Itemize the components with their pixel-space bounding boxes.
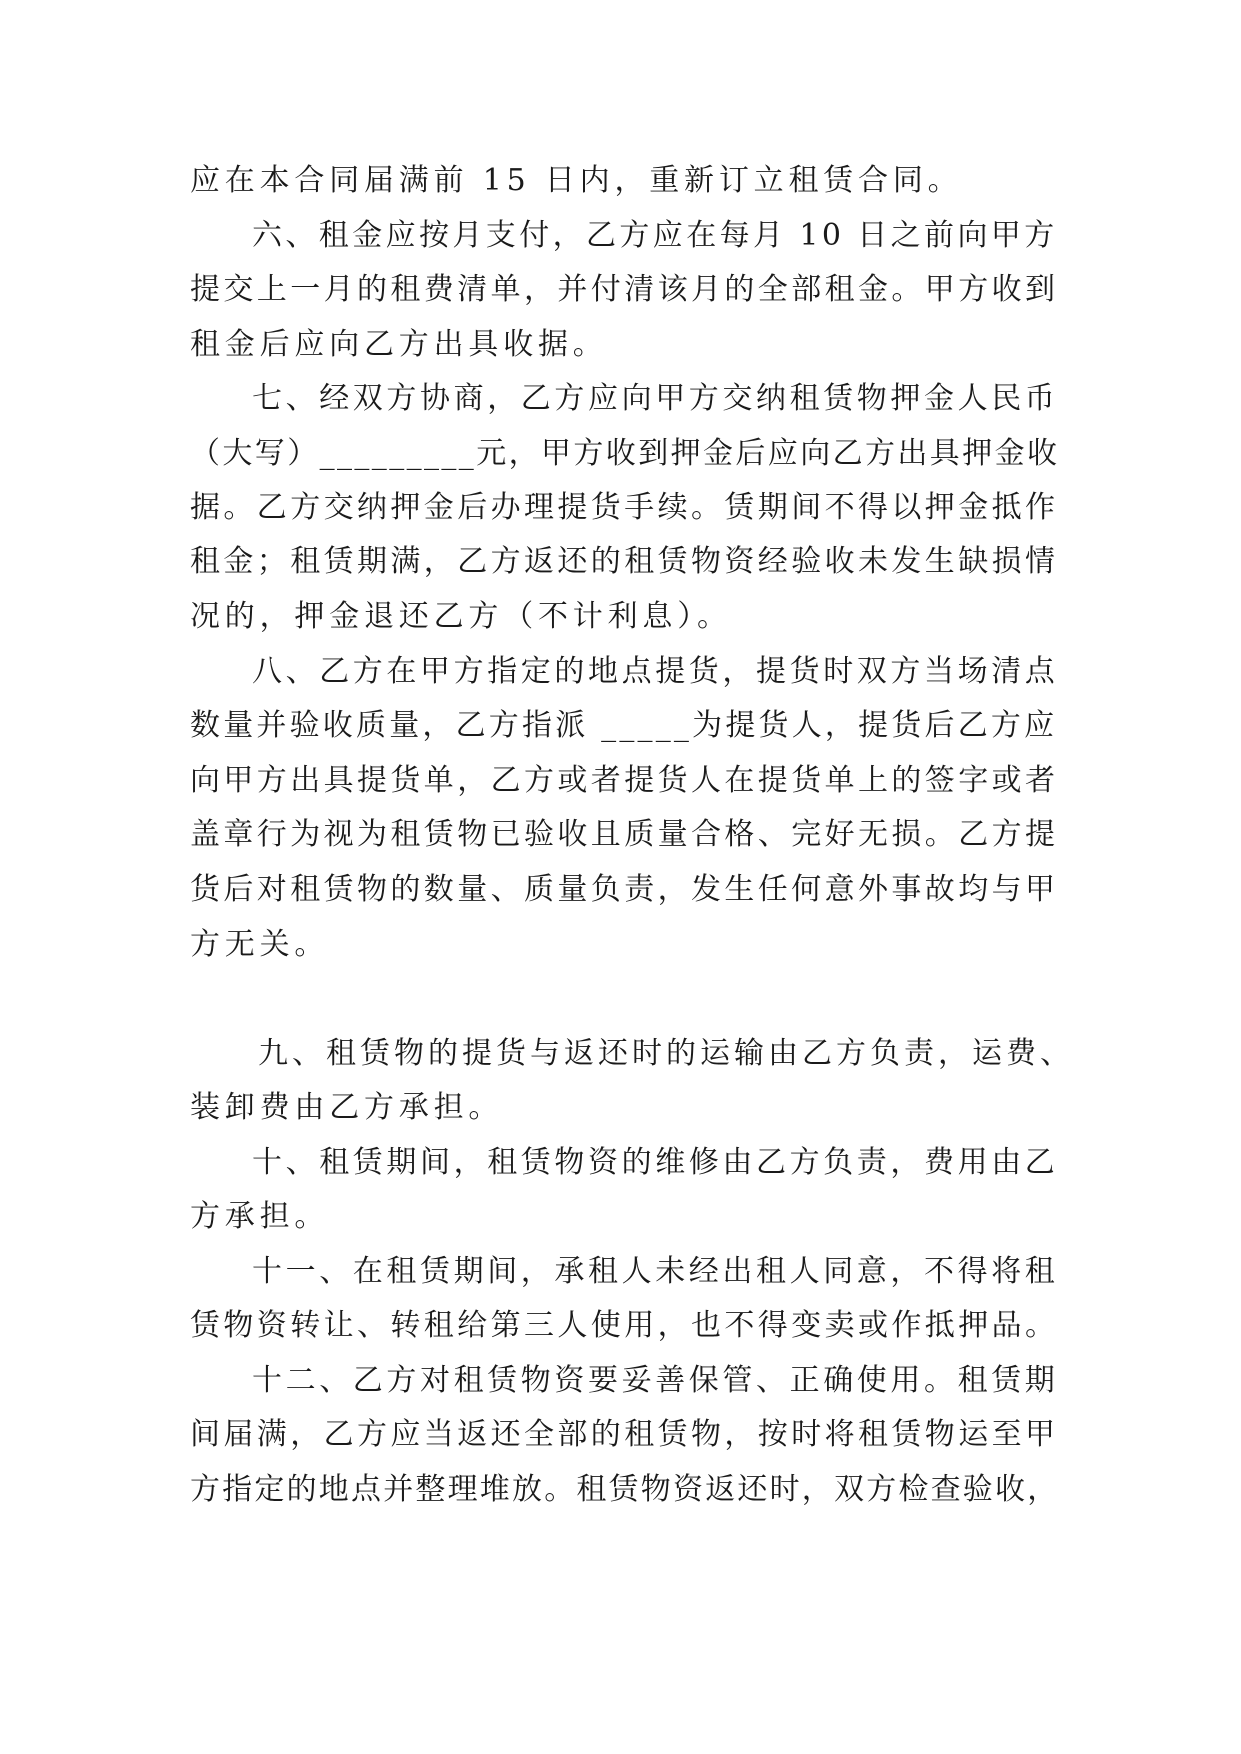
text-line: 应在本合同届满前 15 日内，重新订立租赁合同。 bbox=[190, 163, 963, 198]
text-line: 方无关。 bbox=[190, 927, 330, 962]
text-line: 装卸费由乙方承担。 bbox=[190, 1090, 504, 1125]
text-line: 六、租金应按月支付，乙方应在每月 10 日之前向甲方 bbox=[252, 218, 1058, 253]
text-line: 数量并验收质量，乙方指派 _____为提货人，提货后乙方应 bbox=[190, 708, 1058, 743]
text-line: 十一、在租赁期间，承租人未经出租人同意，不得将租 bbox=[252, 1254, 1059, 1289]
text-line: 租金；租赁期满，乙方返还的租赁物资经验收未发生缺损情 bbox=[190, 544, 1059, 579]
text-line: 方指定的地点并整理堆放。租赁物资返还时，双方检查验收， bbox=[190, 1472, 1060, 1507]
text-line: 况的，押金退还乙方（不计利息）。 bbox=[190, 599, 732, 634]
text-line: 货后对租赁物的数量、质量负责，发生任何意外事故均与甲 bbox=[190, 872, 1059, 907]
text-line: （大写）_________元，甲方收到押金后应向乙方出具押金收 bbox=[190, 436, 1060, 471]
text-line: 盖章行为视为租赁物已验收且质量合格、完好无损。乙方提 bbox=[190, 817, 1059, 852]
text-line: 租金后应向乙方出具收据。 bbox=[190, 327, 608, 362]
text-line: 向甲方出具提货单，乙方或者提货人在提货单上的签字或者 bbox=[190, 763, 1059, 798]
text-line: 十、租赁期间，租赁物资的维修由乙方负责，费用由乙 bbox=[252, 1145, 1059, 1180]
text-line: 赁物资转让、转租给第三人使用，也不得变卖或作抵押品。 bbox=[190, 1308, 1059, 1343]
text-line: 八、乙方在甲方指定的地点提货，提货时双方当场清点 bbox=[252, 654, 1059, 689]
text-line: 提交上一月的租费清单，并付清该月的全部租金。甲方收到 bbox=[190, 272, 1059, 307]
text-line: 据。乙方交纳押金后办理提货手续。赁期间不得以押金抵作 bbox=[190, 490, 1059, 525]
text-line: 七、经双方协商，乙方应向甲方交纳租赁物押金人民币 bbox=[252, 381, 1059, 416]
text-line: 九、租赁物的提货与返还时的运输由乙方负责，运费、 bbox=[258, 1036, 1074, 1071]
text-line: 间届满，乙方应当返还全部的租赁物，按时将租赁物运至甲 bbox=[190, 1417, 1059, 1452]
text-line: 方承担。 bbox=[190, 1199, 330, 1234]
text-line: 十二、乙方对租赁物资要妥善保管、正确使用。租赁期 bbox=[252, 1363, 1059, 1398]
